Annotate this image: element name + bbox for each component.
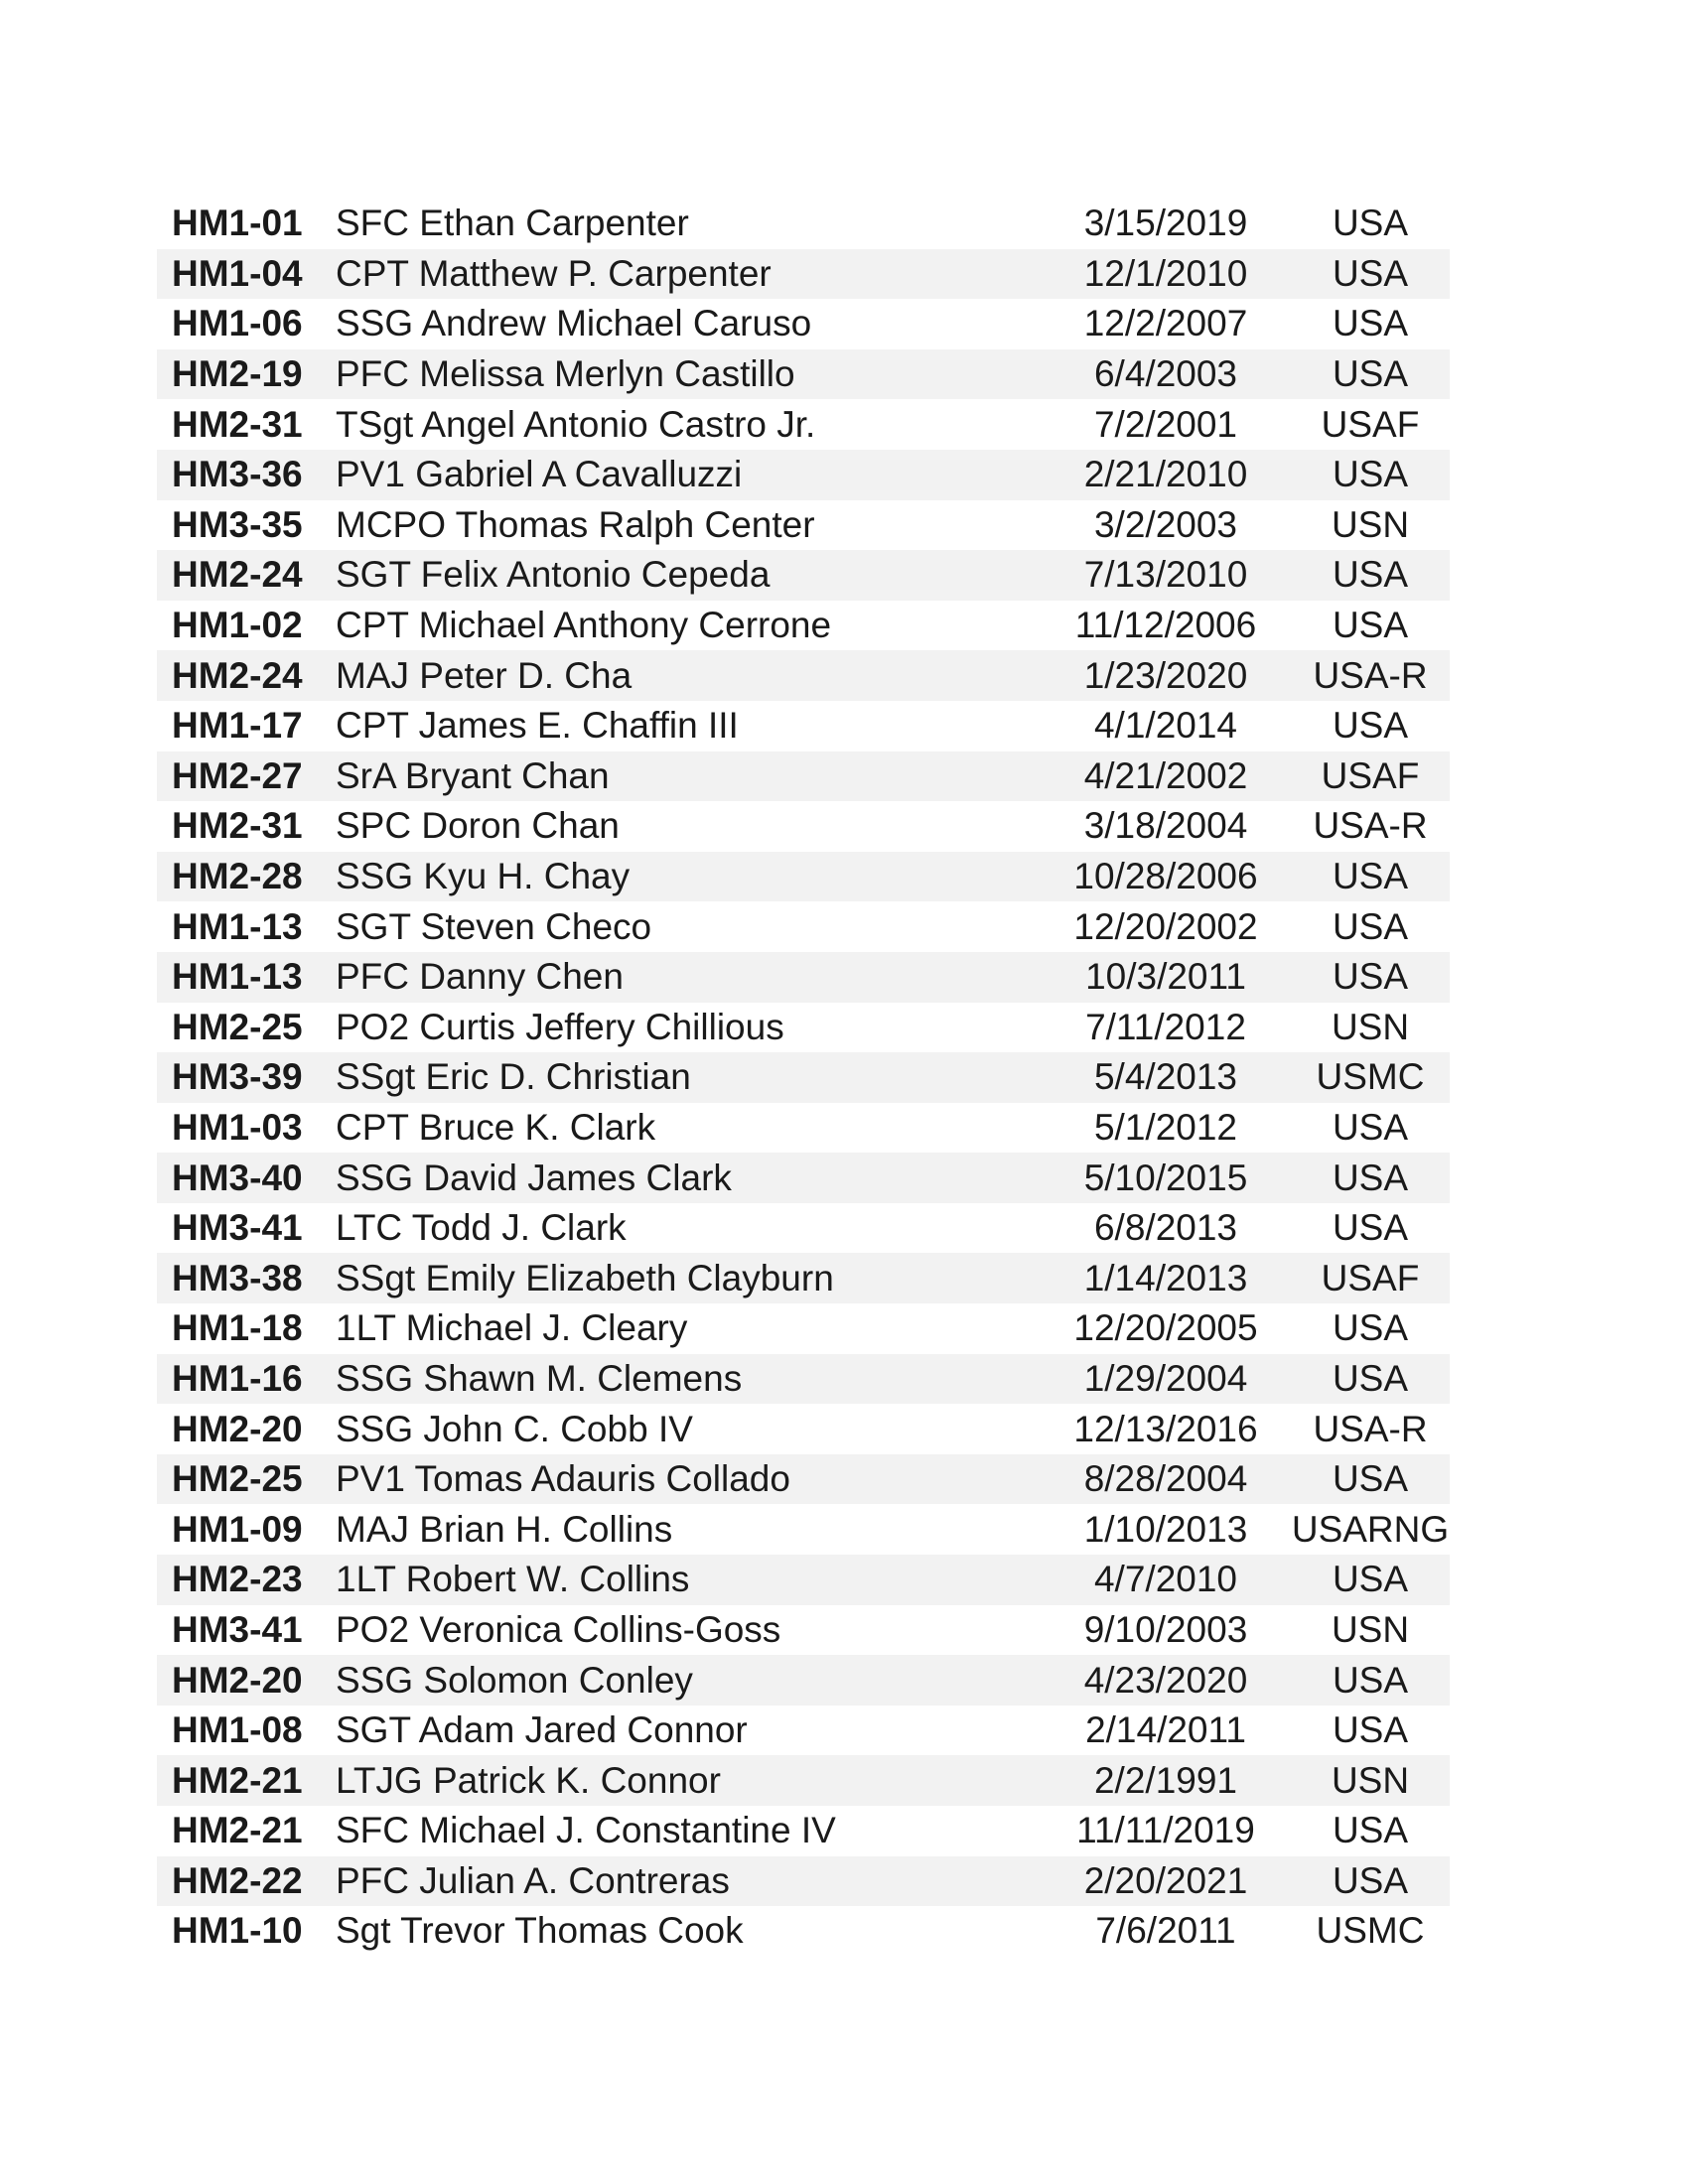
panel-code: HM3-39 bbox=[172, 1056, 303, 1098]
service-branch: USA bbox=[1332, 1207, 1409, 1249]
panel-code: HM2-28 bbox=[172, 856, 303, 897]
date-of-death: 11/12/2006 bbox=[1074, 605, 1257, 646]
date-of-death: 5/1/2012 bbox=[1093, 1106, 1238, 1148]
service-branch: USN bbox=[1331, 1608, 1410, 1650]
service-branch: USA-R bbox=[1313, 805, 1428, 847]
date-of-death: 2/2/1991 bbox=[1093, 1759, 1238, 1801]
panel-code: HM2-20 bbox=[172, 1408, 303, 1449]
table-row bbox=[157, 1003, 1450, 1053]
service-branch: USMC bbox=[1316, 1056, 1425, 1098]
panel-code: HM2-24 bbox=[172, 654, 303, 696]
service-branch: USAF bbox=[1321, 754, 1420, 796]
table-row bbox=[157, 1052, 1450, 1103]
panel-code: HM2-21 bbox=[172, 1810, 303, 1851]
table-row bbox=[157, 650, 1450, 701]
service-branch: USN bbox=[1331, 1759, 1410, 1801]
honoree-name: SSG Shawn M. Clemens bbox=[336, 1357, 743, 1399]
honoree-name: PO2 Curtis Jeffery Chillious bbox=[336, 1006, 784, 1047]
panel-code: HM2-27 bbox=[172, 754, 303, 796]
honoree-name: SSG Andrew Michael Caruso bbox=[336, 303, 812, 344]
honoree-name: MAJ Brian H. Collins bbox=[336, 1508, 673, 1550]
table-row bbox=[157, 751, 1450, 802]
date-of-death: 3/18/2004 bbox=[1083, 805, 1248, 847]
table-row bbox=[157, 1354, 1450, 1405]
table-row bbox=[157, 1153, 1450, 1203]
date-of-death: 10/28/2006 bbox=[1073, 856, 1258, 897]
date-of-death: 12/2/2007 bbox=[1083, 303, 1248, 344]
table-row bbox=[157, 901, 1450, 952]
honoree-name: SSG Solomon Conley bbox=[336, 1659, 693, 1701]
date-of-death: 1/29/2004 bbox=[1083, 1357, 1248, 1399]
panel-code: HM3-41 bbox=[172, 1207, 303, 1249]
table-row bbox=[157, 801, 1450, 852]
table-row bbox=[157, 1103, 1450, 1154]
panel-code: HM2-21 bbox=[172, 1759, 303, 1801]
honoree-name: CPT James E. Chaffin III bbox=[336, 705, 739, 747]
table-row bbox=[157, 1253, 1450, 1303]
service-branch: USA bbox=[1332, 1157, 1409, 1198]
service-branch: USA bbox=[1332, 353, 1409, 395]
table-row bbox=[157, 450, 1450, 500]
honoree-name: TSgt Angel Antonio Castro Jr. bbox=[336, 403, 816, 445]
honoree-name: SSgt Eric D. Christian bbox=[336, 1056, 691, 1098]
service-branch: USA-R bbox=[1313, 654, 1428, 696]
table-row bbox=[157, 1806, 1450, 1856]
service-branch: USARNG bbox=[1291, 1508, 1450, 1550]
date-of-death: 5/4/2013 bbox=[1093, 1056, 1238, 1098]
panel-code: HM2-25 bbox=[172, 1006, 303, 1047]
service-branch: USN bbox=[1331, 503, 1410, 545]
panel-code: HM3-35 bbox=[172, 503, 303, 545]
service-branch: USN bbox=[1331, 1006, 1410, 1047]
panel-code: HM2-22 bbox=[172, 1859, 303, 1901]
service-branch: USA bbox=[1332, 303, 1409, 344]
date-of-death: 7/13/2010 bbox=[1083, 554, 1248, 596]
panel-code: HM2-31 bbox=[172, 805, 303, 847]
honoree-name: SSG Kyu H. Chay bbox=[336, 856, 631, 897]
table-row bbox=[157, 1454, 1450, 1505]
date-of-death: 2/14/2011 bbox=[1085, 1709, 1246, 1751]
date-of-death: 2/20/2021 bbox=[1083, 1859, 1248, 1901]
table-row bbox=[157, 1303, 1450, 1354]
service-branch: USA bbox=[1332, 1659, 1409, 1701]
date-of-death: 3/15/2019 bbox=[1083, 203, 1248, 244]
panel-code: HM2-25 bbox=[172, 1458, 303, 1500]
date-of-death: 2/21/2010 bbox=[1083, 454, 1248, 495]
panel-code: HM2-23 bbox=[172, 1559, 303, 1600]
table-row bbox=[157, 952, 1450, 1003]
service-branch: USA bbox=[1332, 605, 1409, 646]
panel-code: HM2-24 bbox=[172, 554, 303, 596]
service-branch: USA-R bbox=[1313, 1408, 1428, 1449]
honoree-name: PV1 Tomas Adauris Collado bbox=[336, 1458, 790, 1500]
date-of-death: 7/6/2011 bbox=[1095, 1910, 1236, 1952]
service-branch: USA bbox=[1332, 856, 1409, 897]
service-branch: USA bbox=[1332, 1859, 1409, 1901]
date-of-death: 5/10/2015 bbox=[1083, 1157, 1248, 1198]
date-of-death: 4/23/2020 bbox=[1083, 1659, 1248, 1701]
date-of-death: 7/2/2001 bbox=[1093, 403, 1238, 445]
date-of-death: 10/3/2011 bbox=[1085, 956, 1246, 998]
panel-code: HM1-13 bbox=[172, 956, 303, 998]
date-of-death: 3/2/2003 bbox=[1093, 503, 1238, 545]
panel-code: HM1-02 bbox=[172, 605, 303, 646]
honoree-name: SSG John C. Cobb IV bbox=[336, 1408, 693, 1449]
service-branch: USA bbox=[1332, 1106, 1409, 1148]
date-of-death: 1/23/2020 bbox=[1083, 654, 1248, 696]
table-row bbox=[157, 349, 1450, 400]
service-branch: USA bbox=[1332, 1307, 1409, 1349]
table-row bbox=[157, 1605, 1450, 1656]
panel-code: HM1-09 bbox=[172, 1508, 303, 1550]
honoree-name: CPT Michael Anthony Cerrone bbox=[336, 605, 832, 646]
panel-code: HM2-19 bbox=[172, 353, 303, 395]
date-of-death: 9/10/2003 bbox=[1083, 1608, 1248, 1650]
date-of-death: 12/13/2016 bbox=[1073, 1408, 1258, 1449]
honoree-name: MCPO Thomas Ralph Center bbox=[336, 503, 815, 545]
panel-code: HM1-06 bbox=[172, 303, 303, 344]
honoree-name: SSG David James Clark bbox=[336, 1157, 732, 1198]
date-of-death: 1/14/2013 bbox=[1083, 1257, 1248, 1298]
honoree-name: SFC Ethan Carpenter bbox=[336, 203, 689, 244]
date-of-death: 4/21/2002 bbox=[1083, 754, 1248, 796]
honoree-name: 1LT Michael J. Cleary bbox=[336, 1307, 688, 1349]
panel-code: HM1-13 bbox=[172, 905, 303, 947]
service-branch: USA bbox=[1332, 705, 1409, 747]
date-of-death: 4/7/2010 bbox=[1093, 1559, 1238, 1600]
panel-code: HM1-04 bbox=[172, 252, 303, 294]
table-row bbox=[157, 1555, 1450, 1605]
service-branch: USA bbox=[1332, 203, 1409, 244]
date-of-death: 8/28/2004 bbox=[1083, 1458, 1248, 1500]
table-row bbox=[157, 249, 1450, 300]
table-row bbox=[157, 399, 1450, 450]
table-row bbox=[157, 1655, 1450, 1706]
honoree-name: PV1 Gabriel A Cavalluzzi bbox=[336, 454, 743, 495]
service-branch: USA bbox=[1332, 1810, 1409, 1851]
table-row bbox=[157, 1706, 1450, 1756]
honoree-name: SGT Steven Checo bbox=[336, 905, 652, 947]
table-row bbox=[157, 1906, 1450, 1957]
honoree-name: SrA Bryant Chan bbox=[336, 754, 610, 796]
honoree-name: 1LT Robert W. Collins bbox=[336, 1559, 690, 1600]
service-branch: USA bbox=[1332, 1357, 1409, 1399]
table-row bbox=[157, 550, 1450, 601]
table-row bbox=[157, 1755, 1450, 1806]
date-of-death: 6/8/2013 bbox=[1093, 1207, 1238, 1249]
service-branch: USA bbox=[1332, 905, 1409, 947]
honoree-name: PFC Melissa Merlyn Castillo bbox=[336, 353, 795, 395]
panel-code: HM1-03 bbox=[172, 1106, 303, 1148]
service-branch: USA bbox=[1332, 554, 1409, 596]
roster-table bbox=[157, 199, 1450, 1957]
honoree-name: LTJG Patrick K. Connor bbox=[336, 1759, 721, 1801]
honoree-name: PFC Julian A. Contreras bbox=[336, 1859, 730, 1901]
date-of-death: 11/11/2019 bbox=[1076, 1810, 1255, 1851]
table-row bbox=[157, 1856, 1450, 1907]
honoree-name: PFC Danny Chen bbox=[336, 956, 624, 998]
honoree-name: PO2 Veronica Collins-Goss bbox=[336, 1608, 781, 1650]
service-branch: USA bbox=[1332, 1709, 1409, 1751]
panel-code: HM3-40 bbox=[172, 1157, 303, 1198]
honoree-name: SFC Michael J. Constantine IV bbox=[336, 1810, 836, 1851]
date-of-death: 7/11/2012 bbox=[1085, 1006, 1246, 1047]
table-row bbox=[157, 1404, 1450, 1454]
table-row bbox=[157, 199, 1450, 249]
panel-code: HM2-31 bbox=[172, 403, 303, 445]
service-branch: USA bbox=[1332, 454, 1409, 495]
panel-code: HM1-18 bbox=[172, 1307, 303, 1349]
table-row bbox=[157, 852, 1450, 902]
honoree-name: SSgt Emily Elizabeth Clayburn bbox=[336, 1257, 834, 1298]
table-row bbox=[157, 1504, 1450, 1555]
table-row bbox=[157, 601, 1450, 651]
service-branch: USA bbox=[1332, 956, 1409, 998]
honoree-name: SPC Doron Chan bbox=[336, 805, 620, 847]
panel-code: HM1-17 bbox=[172, 705, 303, 747]
date-of-death: 12/20/2005 bbox=[1073, 1307, 1258, 1349]
table-row bbox=[157, 500, 1450, 551]
panel-code: HM3-38 bbox=[172, 1257, 303, 1298]
date-of-death: 12/20/2002 bbox=[1073, 905, 1258, 947]
date-of-death: 1/10/2013 bbox=[1083, 1508, 1248, 1550]
panel-code: HM2-20 bbox=[172, 1659, 303, 1701]
panel-code: HM1-08 bbox=[172, 1709, 303, 1751]
honoree-name: CPT Bruce K. Clark bbox=[336, 1106, 656, 1148]
service-branch: USA bbox=[1332, 1559, 1409, 1600]
honoree-name: CPT Matthew P. Carpenter bbox=[336, 252, 772, 294]
panel-code: HM1-10 bbox=[172, 1910, 303, 1952]
service-branch: USA bbox=[1332, 252, 1409, 294]
panel-code: HM3-36 bbox=[172, 454, 303, 495]
table-row bbox=[157, 1203, 1450, 1254]
date-of-death: 12/1/2010 bbox=[1083, 252, 1248, 294]
table-row bbox=[157, 299, 1450, 349]
service-branch: USA bbox=[1332, 1458, 1409, 1500]
honoree-name: Sgt Trevor Thomas Cook bbox=[336, 1910, 744, 1952]
honoree-name: SGT Felix Antonio Cepeda bbox=[336, 554, 771, 596]
panel-code: HM1-01 bbox=[172, 203, 303, 244]
panel-code: HM3-41 bbox=[172, 1608, 303, 1650]
service-branch: USAF bbox=[1321, 403, 1420, 445]
date-of-death: 4/1/2014 bbox=[1093, 705, 1238, 747]
panel-code: HM1-16 bbox=[172, 1357, 303, 1399]
honoree-name: MAJ Peter D. Cha bbox=[336, 654, 633, 696]
honoree-name: LTC Todd J. Clark bbox=[336, 1207, 627, 1249]
table-row bbox=[157, 701, 1450, 751]
date-of-death: 6/4/2003 bbox=[1093, 353, 1238, 395]
honoree-name: SGT Adam Jared Connor bbox=[336, 1709, 748, 1751]
service-branch: USMC bbox=[1316, 1910, 1425, 1952]
service-branch: USAF bbox=[1321, 1257, 1420, 1298]
